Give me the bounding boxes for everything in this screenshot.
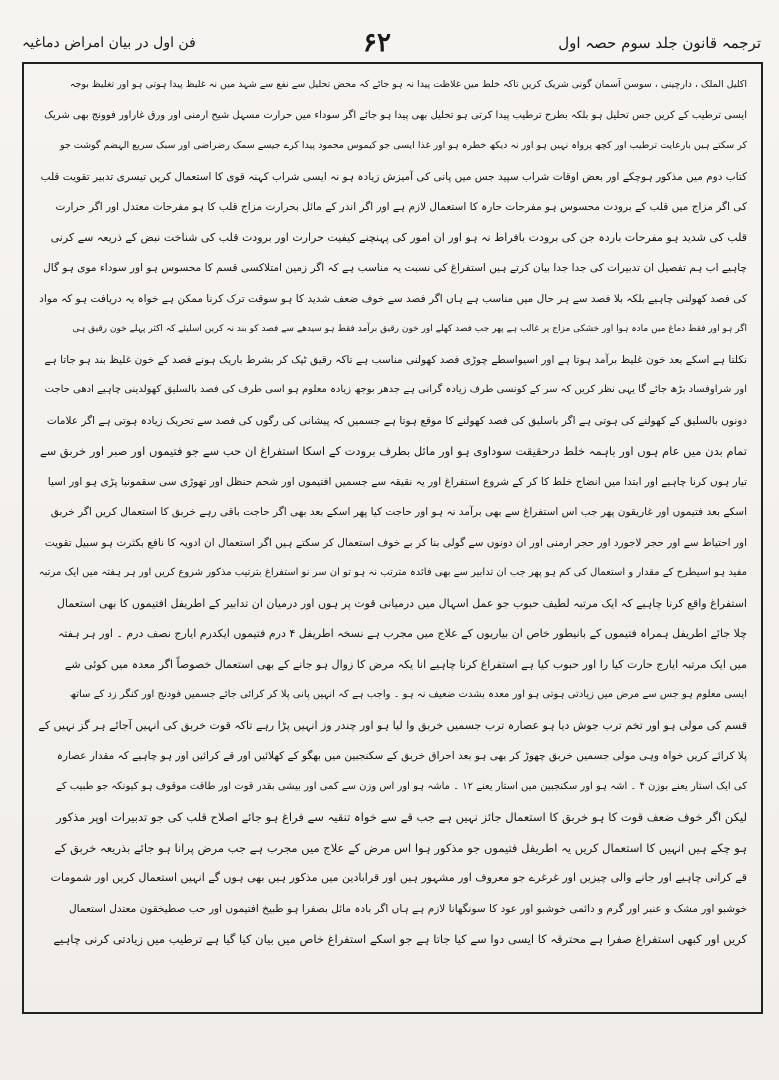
text-line: اکلیل الملک ، دارچینی ، سوسن آسمان گونی شریک کریں تاکہ خلط میں غلاظت پیدا نہ ہو جائے کہ محض تحلیل سے نفع سے شہد میں نہ غلیظ پیدا ہوتی ہو اور تغلیظ بوجہ	[69, 79, 747, 90]
text-line: کر سکتے ہیں بارعایت ترطیب اور کچھ پرواہ نہیں ہو اور نہ دیکھ خطرہ ہو اور غذا ایسی جو کیموس محمود پیدا کرے جیسے سمک رضراضی اور سبک سریع الہضم گوشت جو	[59, 140, 747, 151]
text-line: چلا جائے اطریفل ہمراہ فتیموں کے بانیطور خاص ان بیاریوں کے علاج میں مجرب ہے نسخہ اطریفل ۴ درم فتیموں ایکدرم ایارج نصف درم ۔ اور ہر ہفتہ	[57, 627, 747, 640]
text-line: چاہیے اب ہم تفصیل ان تدبیرات کی جدا جدا بیان کرتے ہیں استفراغ کی نسبت یہ مناسب ہے کہ اگر زمین امتلاکسی قسم کا محسوس ہو اور سوداء موی ہو گال	[43, 262, 747, 274]
text-line: ایسی ترطیب کے کریں جس تحلیل ہو بلکہ بطرح ترطیب پیدا کرتی ہو تحلیل بھی پیدا ہو جائے اگر سوداء میں حرارت مسہل شیح ارمنی اور ورق غاراور فوونج بھی شریک	[44, 109, 747, 121]
text-frame	[22, 62, 763, 1014]
text-line: اور شراوفساد بڑھ جائے گا یہی نظر کریں کہ سر کے کونسی طرف زیادہ گرانی ہے جدھر بوجھ زیادہ معلوم ہو اسی طرف کی فصد بالسلیق کھولدینی چاہیے ادھی حاجت	[44, 384, 747, 395]
text-line: کتاب دوم میں مذکور ہوچکے اور بعض اوقات شراب سپید جس میں پانی کی آمیزش زیادہ ہو نہ ایسی شراب کہنہ قوی کا استعمال کریں تیسری تدبیر تقویت قلب	[40, 170, 747, 183]
body-text	[38, 70, 747, 955]
text-line: نکلتا ہے اسکے بعد خون غلیظ برآمد ہوتا ہے اور اسیواسطے چوڑی فصد کھولنی مناسب ہے تاکہ رقیق ٹپک کر بشرط باریک ہونے فصد کے خون غلیظ بند ہو جاتا ہے	[44, 353, 747, 366]
text-line: ہو چکے ہیں انہیں کا استعمال کریں یہ اطریفل فتیموں جو مذکور ہوا اس مرض کے علاج میں مجرب ہے جب مرض پرانا ہو جائے بذریعہ خربق کے	[54, 840, 747, 855]
text-line: قے کرانی چاہیے اور جانے والی چیزیں اور غرغرے جو معروف اور مشہور ہیں اور قرابادین میں مذکور ہیں بھی ہوں گے انہیں استعمال کریں اور شمومات	[50, 871, 747, 884]
text-line: اور احتیاط سے اور حجر لاجورد اور حجر ارمنی اور ان دونوں سے گولی بنا کر بے خوف استعمال کر سکتے ہیں اگر استعمال ان ادویہ کا نافع بکثرت ہو سبیل تقویت	[44, 536, 747, 549]
page-header	[22, 26, 761, 60]
running-title: ترجمہ قانون جلد سوم حصہ اول	[558, 34, 761, 52]
text-line: پلا کرائے کریں خواہ وہی مولی جسمیں خربق چھوڑ کر بھی ہو بعد احراق خربق کے سکنجبین میں بھگو کے کھلائیں اور قے کرائیں اور ہو چاہیے کہ مقدار عصارہ	[56, 750, 747, 762]
text-line: تمام بدن میں عام ہوں اور باہمہ خلط درحقیقت سوداوی ہو اور مائل بطرف برودت کے اسکا استفراغ ان حب سے جو فتیموں اور صبر اور خربق سے	[39, 444, 747, 458]
text-line: میں ایک مرتبہ ایارج حارت کیا را اور حبوب کیا ہے استفراغ کرنا چاہیے انا یکہ مرض کا زوال ہو جانے کے بھی استعمال خصوصاً اگر معدہ میں کوئی شے	[64, 657, 747, 671]
text-line: تیار ہوں کرنا چاہیے اور ابتدا میں انضاج خلط کا کر کے شروع استفراغ اور یہ نقیقہ سے جسمیں افتیموں اور شحم حنظل اور تھوڑی سی سقمونیا پڑی ہو اور اسیا	[47, 475, 747, 488]
text-line: لیکن اگر خوف ضعف قوت کا ہو خربق کا استعمال جائز نہیں ہے جب قے سے خواہ تنقیہ سے فراغ ہو جائے اصلاح قلب کی جو تدبیرات اوپر مذکور	[56, 810, 747, 824]
page-number: ۶۲	[363, 28, 391, 58]
text-line: دونوں بالسلیق کے کھولنے کی ہوتی ہے اگر باسلیق کی فصد کھولنے کا موقع ہوتا ہے جسمیں کہ پیشانی کی رگوں کی فصد سے تحریک زیادہ ہوتی ہے اگر علامات	[46, 414, 747, 427]
text-line: اسکے بعد فتیموں اور غاریقون پھر جب اس استفراغ سے بھی برآمد نہ ہو اور حاجت کیا پھر اسکے بعد بھی اگر حاجت باقی رہے خربق کا استعمال کریں اگر خربق	[50, 506, 747, 518]
text-line: ایسی معلوم ہو جس سے مرض میں زیادتی ہوتی ہو اور معدہ بشدت ضعیف نہ ہو ۔ واجب ہے کہ انہیں پانی پلا کر کرائی جائے جسمیں فودنج اور کنگر زد کے ساتھ	[69, 689, 747, 700]
text-line: قسم کی مولی ہو اور تخم ترب جوش دیا ہو عصارہ ترب جسمیں خربق وا لیا ہو اور چندر وز انہیں پڑا رہے تاکہ قوت خربق کی انہیں آجائے ہر گز نہیں کے	[38, 718, 747, 732]
text-line: استفراغ واقع کرنا چاہیے کہ ایک مرتبہ لطیف حبوب جو عمل اسہال میں درمیانی قوت پر ہوں اور درمیان ان تدابیر کے اطریفل افتیموں کا بھی استعمال	[56, 596, 747, 610]
text-line: اگر ہو اور فقط دماغ میں مادہ ہوا اور خشکی مزاج پر غالب ہے پھر جب فصد کھلے اور خون رقیق برآمد فقط ہو سیدھے سے فصد کو بند نہ کریں اسلیئے کہ اکثر پہلے خون رقیق ہی	[72, 324, 747, 334]
text-line: مفید ہو اسیطرح کے مقدار و استعمال کی کم ہو پھر جب ان تدابیر سے بھی فائدہ مترتب نہ ہو تو ان سر نو استفراغ بترتیب مذکور شروع کریں اور ہر ہفتہ میں ایک مرتبہ	[38, 567, 747, 578]
text-line: کی اگر مزاج میں قلب کے برودت محسوس ہو مفرحات حارہ کا استعمال لازم ہے اور اگر اندر کے مائل بحرارت مزاج قلب کا ہو مفرحات معتدل اور اگر حرارت	[55, 201, 747, 213]
text-line: خوشبو اور مشک و عنبر اور گرم و دائمی خوشبو اور عود کا سونگھانا لازم ہے ہاں اگر بادہ مائل بصفرا ہو طبیخ افتیموں اور حب صطیخقون معتدل استعمال	[69, 902, 747, 915]
text-line: کی فصد کھولنی چاہیے بلکہ بلا فصد سے ہر حال میں مناسب ہے ہاں اگر فصد سے خوف ضعف شدید کا ہو سوقت ترک کرنا ممکن ہے خواہ یہ دریافت ہو کہ مواد	[39, 292, 747, 305]
section-title: فن اول در بیان امراض دماغیہ	[22, 35, 196, 51]
text-line: کریں اور کبھی استفراغ صفرا ہے محترقہ کا ایسی دوا سے کیا جاتا ہے جو اسکے استفراغ خاص میں بیان کیا گیا ہے ترطیب میں زیادتی کرنی چاہیے	[53, 932, 747, 946]
text-line: کی ایک استار یعنے بوزن ۴ ۔ اشہ ہو اور سکنجبین میں استار یعنے ۱۲ ۔ ماشہ ہو اور اس وزن سے کمی اور بیشی بقدر قوت اور طاقت موقوف ہو کیونکہ جو طبیب کے	[55, 780, 747, 792]
text-line: قلب کی شدید ہو مفرحات باردہ جن کی برودت بافراط نہ ہو اور ان امور کی پہنچنے کیفیت حرارت اور برودت قلب کی شناخت نبض کے ذریعہ سے کرنی	[50, 230, 747, 244]
